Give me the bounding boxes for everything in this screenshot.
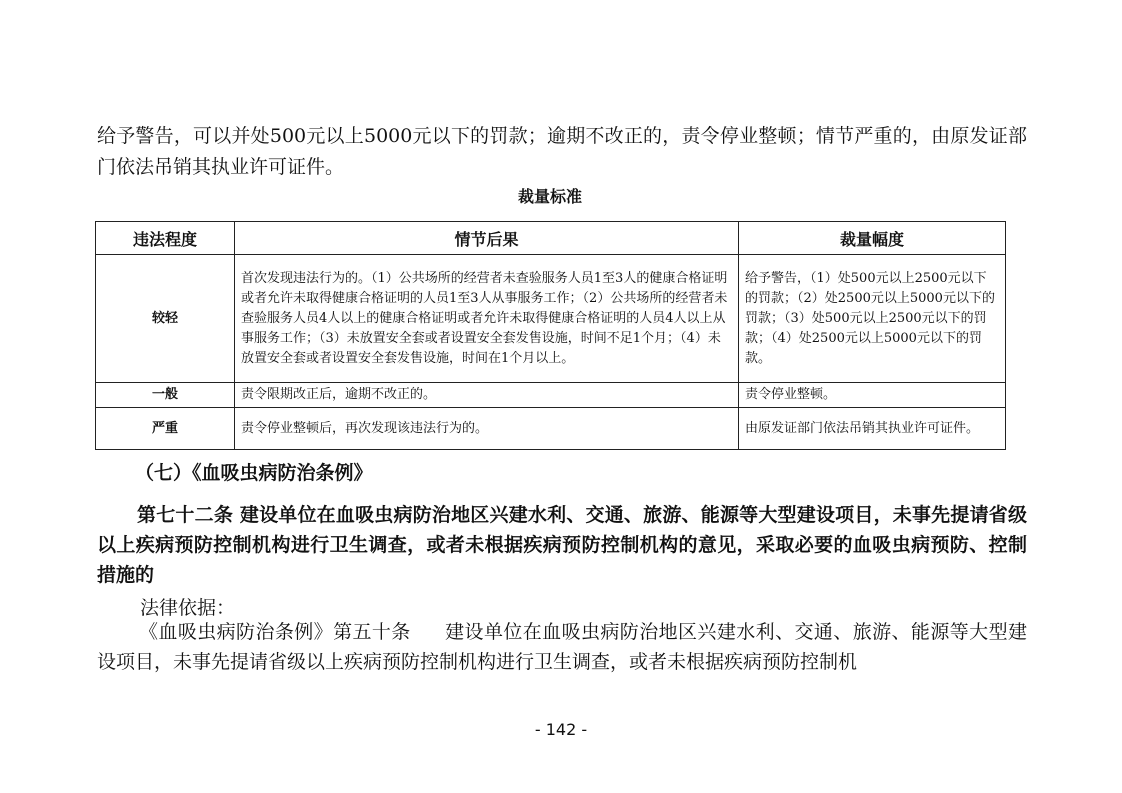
circumstance-cell: 责令限期改正后，逾期不改正的。 [235, 383, 739, 408]
page-number: - 142 - [534, 720, 588, 739]
level-cell: 严重 [96, 408, 235, 450]
penalty-cell: 由原发证部门依法吊销其执业许可证件。 [739, 408, 1006, 450]
circumstance-cell: 首次发现违法行为的。（1）公共场所的经营者未查验服务人员1至3人的健康合格证明或者允许未取得健康合格证明的人员1至3人从事服务工作；（2）公共场所的经营者未查验服务人员4人以上的健康合格证明或者允许未取得健康合格证明的人员4人以上从事服务工作；（3）未放置安全套或者设置安全套发售设施，时间不足1个月；（4）未放置安全套或者设置安全套发售设施，时间在1个月以上。 [235, 255, 739, 383]
table-row [96, 255, 1006, 383]
table-row [96, 408, 1006, 450]
penalty-cell: 给予警告，（1）处500元以上2500元以下的罚款；（2）处2500元以上5000元以下的罚款；（3）处500元以上2500元以下的罚款；（4）处2500元以上5000元以下的罚款。 [739, 255, 1006, 383]
legal-basis-source: 《血吸虫病防治条例》第五十条 [139, 621, 411, 643]
level-cell: 一般 [96, 383, 235, 408]
header-circumstance: 情节后果 [235, 222, 739, 255]
legal-basis-text [97, 617, 1027, 677]
header-violation-level: 违法程度 [96, 222, 235, 255]
discretion-table [95, 221, 1006, 450]
legal-basis-label: 法律依据： [140, 597, 236, 619]
section-heading: （七）《血吸虫病防治条例》 [135, 462, 373, 484]
article-text: 建设单位在血吸虫病防治地区兴建水利、交通、旅游、能源等大型建设项目，未事先提请省级以上疾病预防控制机构进行卫生调查，或者未根据疾病预防控制机构的意见，采取必要的血吸虫病预防、控制措施的 [97, 504, 1027, 586]
penalty-cell: 责令停业整顿。 [739, 383, 1006, 408]
table-row [96, 383, 1006, 408]
level-cell: 较轻 [96, 255, 235, 383]
legal-basis-content: 建设单位在血吸虫病防治地区兴建水利、交通、旅游、能源等大型建设项目，未事先提请省级以上疾病预防控制机构进行卫生调查，或者未根据疾病预防控制机 [97, 621, 1027, 673]
article-number: 第七十二条 [137, 504, 234, 526]
intro-paragraph: 给予警告，可以并处500元以上5000元以下的罚款；逾期不改正的，责令停业整顿；情节严重的，由原发证部门依法吊销其执业许可证件。 [97, 125, 1027, 178]
circumstance-cell: 责令停业整顿后，再次发现该违法行为的。 [235, 408, 739, 450]
table-header-row [96, 222, 1006, 255]
header-penalty-range: 裁量幅度 [739, 222, 1006, 255]
article-72 [97, 500, 1027, 590]
table-title: 裁量标准 [517, 187, 582, 206]
